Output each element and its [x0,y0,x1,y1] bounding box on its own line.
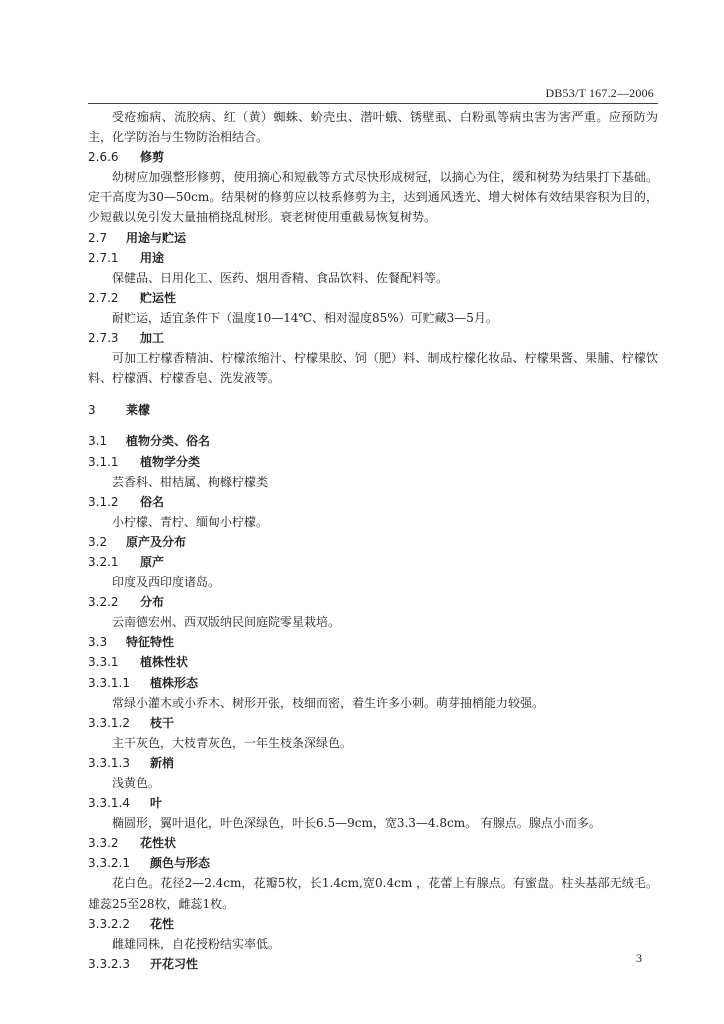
paragraph-classification: 芸香科、柑桔属、枸橼柠檬类 [112,474,269,489]
paragraph-trunk: 主干灰色，大枝青灰色，一年生枝条深绿色。 [112,735,353,750]
section-3-3-1-heading: 3.3.1 植株性状 [88,655,189,670]
paragraph-flower-color: 花白色。花径2—2.4cm，花瓣5枚，长1.4cm,宽0.4cm ，花蕾上有腺点。有蜜盘。柱头基部无绒毛。雄蕊25至28枚，雌蕊1枚。 [88,876,658,911]
paragraph-common-names: 小柠檬、青柠、缅甸小柠檬。 [112,514,269,529]
section-3-3-heading: 3.3 特征特性 [88,635,175,650]
page-number: 3 [636,951,642,965]
section-2-7-2-heading: 2.7.2 贮运性 [88,290,177,305]
section-3-2-2-heading: 3.2.2 分布 [88,595,165,610]
paragraph-leaf: 椭圆形，翼叶退化，叶色深绿色，叶长6.5—9cm，宽3.3—4.8cm。 有腺点。腺点小而多。 [112,816,601,831]
paragraph-plant-form: 常绿小灌木或小乔木、树形开张，枝细而密，着生许多小刺。萌芽抽梢能力较强。 [112,695,545,710]
paragraph-origin: 印度及西印度诸岛。 [112,575,221,590]
document-code-header: DB53/T 167.2—2006 [545,86,654,100]
section-2-7-1-heading: 2.7.1 用途 [88,250,165,265]
paragraph-pest-control: 受疮痂病、流胶病、红（黄）蜘蛛、蚧壳虫、潜叶蛾、锈壁虱、白粉虱等病虫害为害严重。应预防为主，化学防治与生物防治相结合。 [88,110,658,145]
paragraph-flower-sex: 雌雄同株，自花授粉结实率低。 [112,936,281,951]
paragraph-processing: 可加工柠檬香精油、柠檬浓缩汁、柠檬果胶、饲（肥）料、制成柠檬化妆品、柠檬果酱、果脯、柠檬饮料、柠檬酒、柠檬香皂、洗发液等。 [88,351,658,386]
section-2-7-3-heading: 2.7.3 加工 [88,331,165,346]
section-3-3-2-1-heading: 3.3.2.1 颜色与形态 [88,856,211,871]
paragraph-new-shoots: 浅黄色。 [112,776,161,790]
section-3-2-heading: 3.2 原产及分布 [88,534,187,549]
paragraph-uses: 保健品、日用化工、医药、烟用香精、食品饮料、佐餐配料等。 [112,270,449,285]
section-3-3-2-heading: 3.3.2 花性状 [88,836,177,851]
section-3-1-1-heading: 3.1.1 植物学分类 [88,454,201,469]
section-3-2-1-heading: 3.2.1 原产 [88,554,165,569]
header-rule [88,103,658,104]
section-2-7-heading: 2.7 用途与贮运 [88,230,187,245]
paragraph-distribution: 云南德宏州、西双版纳民间庭院零星栽培。 [112,615,341,630]
section-3-1-heading: 3.1 植物分类、俗名 [88,434,211,449]
section-3-3-1-4-heading: 3.3.1.4 叶 [88,796,163,811]
document-body [88,107,658,974]
paragraph-pruning: 幼树应加强整形修剪，使用摘心和短截等方式尽快形成树冠，以摘心为住，缓和树势为结果打下基础。定干高度为30—50cm。结果树的修剪应以枝系修剪为主，达到通风透光、增大树体有效结果容积为目的，少短截以免引发大量抽梢挠乱树形。衰老树使用重截易恢复树势。 [88,170,658,225]
section-2-6-6-heading: 2.6.6 修剪 [88,150,165,165]
paragraph-storage: 耐贮运，适宜条件下（温度10—14℃、相对湿度85%）可贮藏3—5月。 [112,310,498,325]
chapter-3-heading: 3 莱檬 [88,403,151,418]
section-3-3-2-2-heading: 3.3.2.2 花性 [88,916,175,931]
section-3-1-2-heading: 3.1.2 俗名 [88,494,165,509]
section-3-3-2-3-heading: 3.3.2.3 开花习性 [88,956,199,971]
section-3-3-1-3-heading: 3.3.1.3 新梢 [88,755,175,770]
section-3-3-1-1-heading: 3.3.1.1 植株形态 [88,675,199,690]
section-3-3-1-2-heading: 3.3.1.2 枝干 [88,715,175,730]
